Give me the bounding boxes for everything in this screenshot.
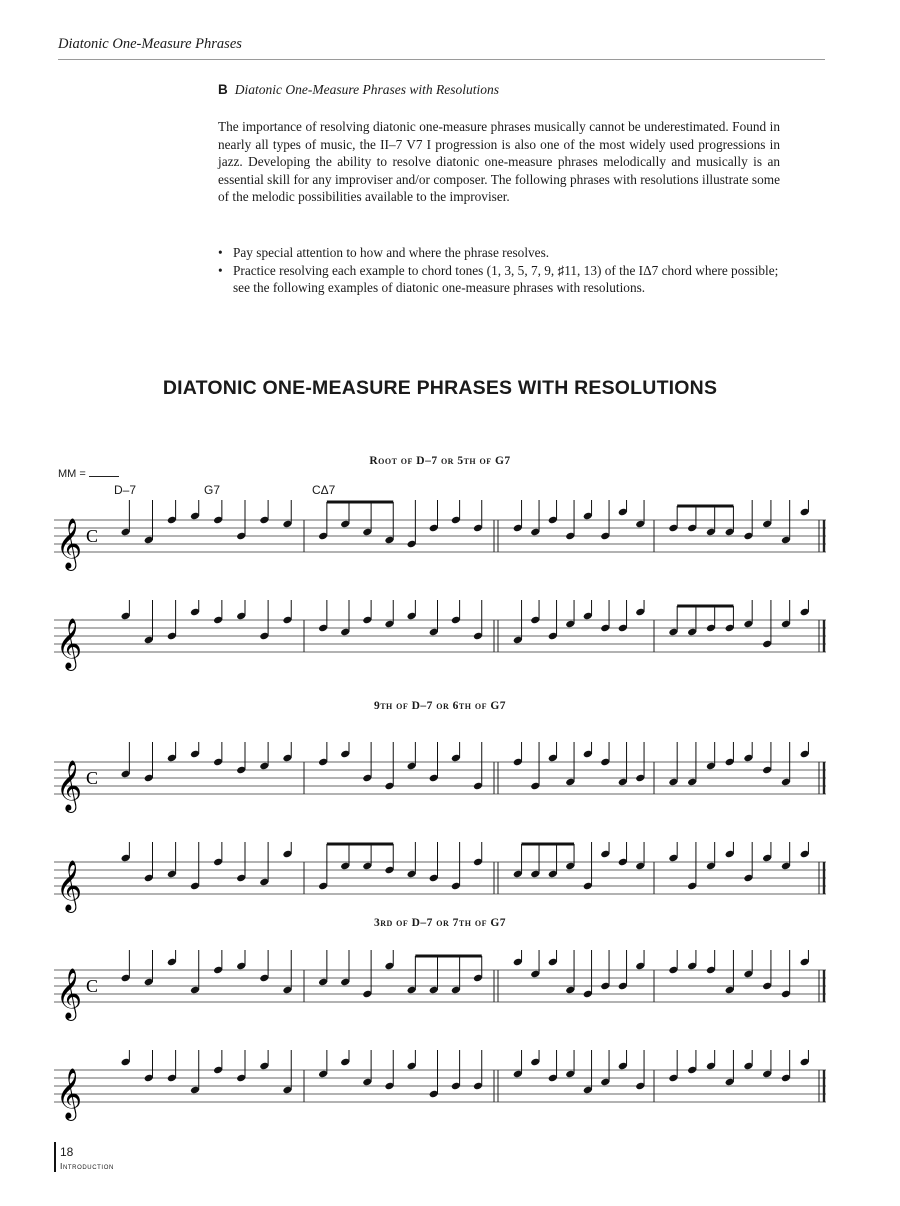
section-letter: B (218, 82, 228, 97)
time-signature: C (86, 976, 99, 996)
music-title: DIATONIC ONE-MEASURE PHRASES WITH RESOLUTIONS (162, 377, 718, 399)
music-staff (54, 842, 826, 922)
section-heading (218, 82, 499, 98)
staff-drawing (54, 500, 826, 580)
tempo-mark (58, 466, 119, 480)
chord-symbol: D–7 (114, 483, 137, 497)
time-signature: C (86, 768, 99, 788)
group-heading: 3rd of D–7 or 7th of G7 (373, 917, 507, 929)
staff-drawing (54, 950, 826, 1030)
section-title: Diatonic One-Measure Phrases with Resolutions (234, 82, 499, 97)
staff-drawing (54, 1050, 826, 1130)
music-staff (54, 950, 826, 1030)
group-heading: Root of D–7 or 5th of G7 (369, 455, 511, 467)
treble-clef-icon: 𝄞 (56, 760, 83, 811)
music-staff (54, 1050, 826, 1130)
bullet-item: • Practice resolving each example to chord tones (1, 3, 5, 7, 9, ♯11, 13) of the IΔ7 chord where possible; see the following examples of diatonic one-measure phrases with resolutions. (218, 262, 780, 297)
chord-symbol: G7 (204, 483, 221, 497)
bullet-item: • Pay special attention to how and where the phrase resolves. (218, 244, 780, 262)
page-number: 18 (60, 1145, 74, 1159)
tempo-label: MM = (58, 468, 86, 480)
treble-clef-icon: 𝄞 (56, 1068, 83, 1119)
music-staff (54, 742, 826, 822)
music-staff (54, 600, 826, 680)
treble-clef-icon: 𝄞 (56, 968, 83, 1019)
staff-drawing (54, 600, 826, 680)
treble-clef-icon: 𝄞 (56, 618, 83, 669)
chord-symbol: CΔ7 (312, 483, 336, 497)
footer-rule (54, 1142, 56, 1172)
group-heading: 9th of D–7 or 6th of G7 (373, 700, 507, 712)
tempo-blank (89, 466, 119, 477)
music-staff (54, 500, 826, 580)
header-rule (58, 59, 825, 60)
running-head: Diatonic One-Measure Phrases (58, 36, 242, 52)
staff-drawing (54, 742, 826, 822)
treble-clef-icon: 𝄞 (56, 518, 83, 569)
footer-section-name: Introduction (60, 1161, 114, 1171)
intro-paragraph: The importance of resolving diatonic one-measure phrases musically cannot be underestimated. Found in nearly all types of music, the II–7 V7 I progression is also one of the most widely used progressions in jazz. Developing the ability to resolve diatonic one-measure phrases melodically and musically is an essential skill for any improviser and/or composer. The following phrases with resolutions illustrate some of the melodic possibilities available to the improviser. (218, 119, 780, 204)
treble-clef-icon: 𝄞 (56, 860, 83, 911)
staff-drawing (54, 842, 826, 922)
time-signature: C (86, 526, 99, 546)
bullet-list (218, 244, 780, 297)
